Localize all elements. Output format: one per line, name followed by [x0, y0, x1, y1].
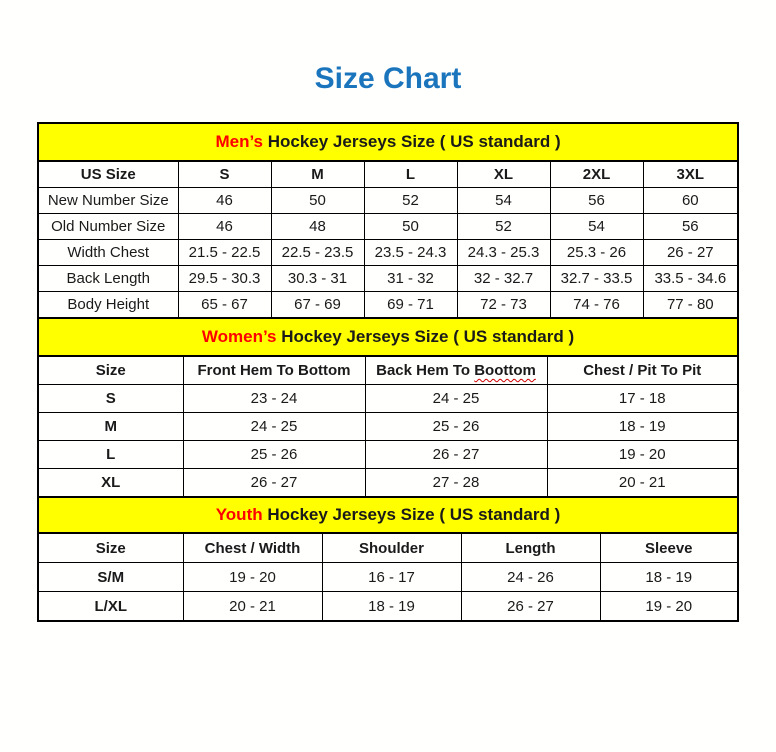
table-row: [38, 240, 738, 266]
row-label: L: [38, 441, 183, 469]
table-row: [38, 592, 738, 622]
size-value-cell: 16 - 17: [322, 563, 461, 592]
mens-section-highlight: Men’s: [215, 132, 263, 151]
womens-section-band: [38, 318, 738, 356]
column-header: L: [364, 161, 457, 188]
size-value-cell: 56: [643, 214, 738, 240]
size-value-cell: 19 - 20: [183, 563, 322, 592]
table-row: [38, 469, 738, 498]
column-header: Front Hem To Bottom: [183, 356, 365, 385]
mens-section-rest: Hockey Jerseys Size ( US standard ): [263, 132, 561, 151]
youth-header-row: [38, 533, 738, 563]
youth-section-title: [38, 497, 738, 533]
row-label: Width Chest: [38, 240, 178, 266]
size-value-cell: 22.5 - 23.5: [271, 240, 364, 266]
size-value-cell: 26 - 27: [643, 240, 738, 266]
size-value-cell: 54: [457, 188, 550, 214]
size-value-cell: 33.5 - 34.6: [643, 266, 738, 292]
table-row: [38, 385, 738, 413]
mens-size-table: [37, 122, 739, 319]
size-value-cell: 23.5 - 24.3: [364, 240, 457, 266]
size-value-cell: 25 - 26: [365, 413, 547, 441]
size-value-cell: 72 - 73: [457, 292, 550, 319]
table-row: [38, 441, 738, 469]
column-header: XL: [457, 161, 550, 188]
size-value-cell: 24 - 25: [365, 385, 547, 413]
youth-section-highlight: Youth: [215, 505, 263, 524]
back-hem-prefix: Back Hem To: [376, 362, 475, 379]
womens-size-table: [37, 317, 739, 498]
size-value-cell: 67 - 69: [271, 292, 364, 319]
size-value-cell: 32 - 32.7: [457, 266, 550, 292]
size-value-cell: 18 - 19: [322, 592, 461, 622]
size-value-cell: 50: [364, 214, 457, 240]
size-value-cell: 30.3 - 31: [271, 266, 364, 292]
back-hem-misspelled-word: Boottom: [474, 362, 536, 379]
youth-section-rest: Hockey Jerseys Size ( US standard ): [262, 505, 561, 524]
row-label: M: [38, 413, 183, 441]
size-value-cell: 29.5 - 30.3: [178, 266, 271, 292]
womens-section-rest: Hockey Jerseys Size ( US standard ): [276, 327, 575, 346]
row-label: L/XL: [38, 592, 183, 622]
table-row: [38, 214, 738, 240]
womens-header-row: [38, 356, 738, 385]
size-value-cell: 52: [364, 188, 457, 214]
mens-section-band: [38, 123, 738, 161]
size-value-cell: 19 - 20: [600, 592, 738, 622]
row-label: XL: [38, 469, 183, 498]
womens-section-highlight: Women’s: [201, 327, 277, 346]
size-value-cell: 48: [271, 214, 364, 240]
column-header: Size: [38, 356, 183, 385]
size-value-cell: 74 - 76: [550, 292, 643, 319]
column-header: S: [178, 161, 271, 188]
page-title: Size Chart: [314, 62, 462, 95]
row-label: S/M: [38, 563, 183, 592]
size-value-cell: 24.3 - 25.3: [457, 240, 550, 266]
size-value-cell: 18 - 19: [600, 563, 738, 592]
size-value-cell: 69 - 71: [364, 292, 457, 319]
column-header: Shoulder: [322, 533, 461, 563]
size-chart-tables: [37, 122, 737, 622]
table-row: [38, 266, 738, 292]
column-header: Chest / Pit To Pit: [547, 356, 738, 385]
size-value-cell: 26 - 27: [183, 469, 365, 498]
column-header: Length: [461, 533, 600, 563]
size-value-cell: 26 - 27: [365, 441, 547, 469]
size-value-cell: 20 - 21: [547, 469, 738, 498]
size-value-cell: 60: [643, 188, 738, 214]
table-row: [38, 563, 738, 592]
column-header: M: [271, 161, 364, 188]
mens-section-title: [38, 123, 738, 161]
size-value-cell: 20 - 21: [183, 592, 322, 622]
mens-header-row: [38, 161, 738, 188]
size-value-cell: 18 - 19: [547, 413, 738, 441]
size-value-cell: 19 - 20: [547, 441, 738, 469]
row-label: New Number Size: [38, 188, 178, 214]
size-value-cell: 17 - 18: [547, 385, 738, 413]
row-label: Body Height: [38, 292, 178, 319]
size-value-cell: 23 - 24: [183, 385, 365, 413]
size-value-cell: 26 - 27: [461, 592, 600, 622]
size-value-cell: 24 - 25: [183, 413, 365, 441]
size-value-cell: 25.3 - 26: [550, 240, 643, 266]
table-row: [38, 413, 738, 441]
column-header: Sleeve: [600, 533, 738, 563]
size-value-cell: 54: [550, 214, 643, 240]
size-value-cell: 27 - 28: [365, 469, 547, 498]
size-value-cell: 46: [178, 188, 271, 214]
row-label: S: [38, 385, 183, 413]
youth-size-table: [37, 496, 739, 622]
row-label: Back Length: [38, 266, 178, 292]
column-header: US Size: [38, 161, 178, 188]
size-value-cell: 77 - 80: [643, 292, 738, 319]
table-row: [38, 188, 738, 214]
column-header: Chest / Width: [183, 533, 322, 563]
size-value-cell: 32.7 - 33.5: [550, 266, 643, 292]
size-value-cell: 24 - 26: [461, 563, 600, 592]
column-header: 2XL: [550, 161, 643, 188]
size-value-cell: 56: [550, 188, 643, 214]
size-value-cell: 25 - 26: [183, 441, 365, 469]
column-header: 3XL: [643, 161, 738, 188]
size-value-cell: 52: [457, 214, 550, 240]
size-value-cell: 46: [178, 214, 271, 240]
size-value-cell: 65 - 67: [178, 292, 271, 319]
size-value-cell: 31 - 32: [364, 266, 457, 292]
row-label: Old Number Size: [38, 214, 178, 240]
column-header-misspelled: [365, 356, 547, 385]
size-value-cell: 21.5 - 22.5: [178, 240, 271, 266]
youth-section-band: [38, 497, 738, 533]
table-row: [38, 292, 738, 319]
size-value-cell: 50: [271, 188, 364, 214]
column-header: Size: [38, 533, 183, 563]
womens-section-title: [38, 318, 738, 356]
